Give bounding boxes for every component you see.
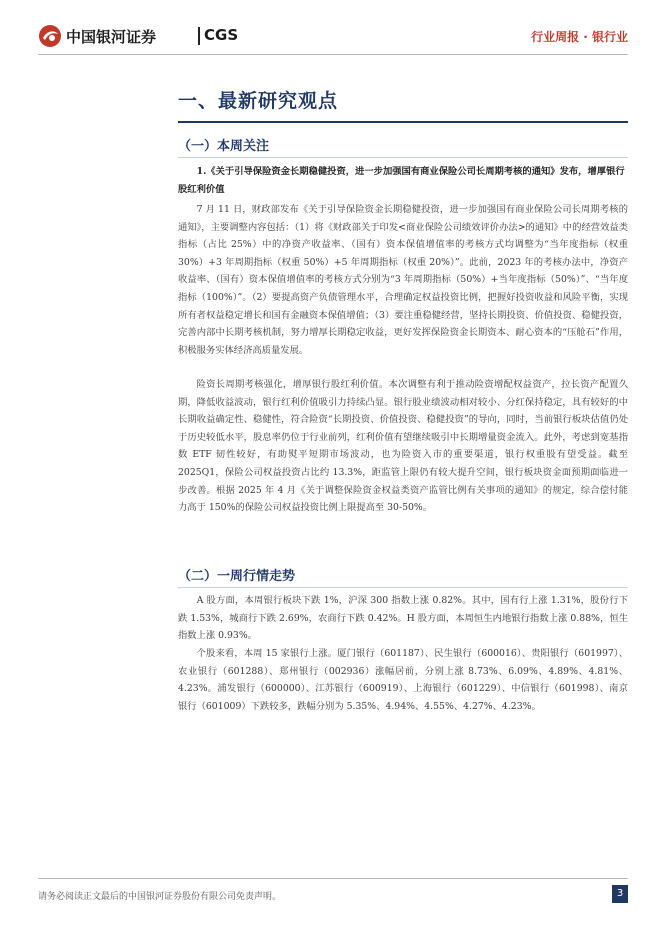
subsection-title: （一）本周关注 bbox=[178, 139, 270, 154]
galaxy-logo-icon bbox=[38, 24, 62, 48]
subsection-heading-focus bbox=[178, 135, 628, 158]
paragraph-policy: 7 月 11 日，财政部发布《关于引导保险资金长期稳健投资，进一步加强国有商业保险公司长周期考核的通知》，主要调整内容包括：（1）将《财政部关于印发<商业保险公司绩效评价办法>的通知》中的经营效益类指标（占比 25%）中的净资产收益率、（国有）资本保值增值率的考核方式均调整为“当年度指标（权重 30%）+3 年周期指标（权重 50%）+5 年周期指标（权重 20%）”。此前，2023 年的考核办法中，净资产收益率、（国有）资本保值增值率的考核方式分别为“3 年周期指标（50%）+当年度指标（50%）”、“当年度指标（100%）”。（2）要提高资产负债管理水平，合理确定权益投资比例，把握好投资收益和风险平衡，实现所有者权益稳定增长和国有金融资本保值增值；（3）要注重稳健经营，坚持长期投资、价值投资、稳健投资，完善内部中长期考核机制，努力增厚长期稳定收益，更好发挥保险资金长期资本、耐心资本的“压舱石”作用，积极服务实体经济高质量发展。 bbox=[178, 204, 628, 356]
logo-text: 中国银河证券 bbox=[66, 28, 157, 46]
paragraph-analysis: 险资长周期考核强化，增厚银行股红利价值。本次调整有利于推动险资增配权益资产，拉长资产配置久期，降低收益波动，银行红利价值吸引力持续凸显。银行股业绩波动相对较小、分红保持稳定，具有较好的中长期收益确定性、稳健性，符合险资“长期投资、价值投资、稳健投资”的导向，同时，当前银行板块估值仍处于历史较低水平，股息率仍位于行业前列，红利价值有望继续吸引中长期增量资金流入。此外，考虑到宽基指数 ETF 韧性较好，有助熨平短期市场波动，也为险资入市的重要渠道，银行权重股有望受益。截至 2025Q1，保险公司权益投资占比约 13.3%，距监管上限仍有较大提升空间，银行板块资金面预期面临进一步改善。根据 2025 年 4 月《关于调整保险资金权益类资产监管比例有关事项的通知》的规定，综合偿付能力高于 150%的保险公司权益投资比例上限提高至 30-50%。 bbox=[178, 379, 628, 514]
subsection-heading-market bbox=[178, 565, 628, 588]
section-title: 一、最新研究观点 bbox=[178, 90, 339, 112]
footer-disclaimer: 请务必阅读正文最后的中国银河证券股份有限公司免责声明。 bbox=[38, 892, 282, 902]
paragraph-stocks: 个股来看，本周 15 家银行上涨。厦门银行（601187）、民生银行（600016）、贵阳银行（601997）、农业银行（601288）、郑州银行（002936）涨幅居前，分别上涨 8.73%、6.09%、4.89%、4.81%、4.23%。浦发银行（600000）、江苏银行（600919）、上海银行（601229）、中信银行（601998）、南京银行（601009）下跌较多，跌幅分别为 5.35%、4.94%、4.55%、4.27%、4.23%。 bbox=[178, 648, 628, 712]
subsection-title: （二）一周行情走势 bbox=[178, 569, 296, 584]
section-divider bbox=[178, 121, 628, 123]
page-header bbox=[38, 24, 628, 50]
logo-short: CGS bbox=[204, 26, 239, 44]
logo-divider bbox=[198, 27, 200, 45]
page-number: 3 bbox=[612, 885, 628, 903]
footer-divider bbox=[38, 878, 628, 879]
paragraph-market-a-share: A 股方面，本周银行板块下跌 1%，沪深 300 指数上涨 0.82%。其中，国有行上涨 1.31%，股份行下跌 1.53%，城商行下跌 2.69%，农商行下跌 0.42%。H 股方面，本周恒生内地银行指数上涨 0.88%，恒生指数上涨 0.93%。 bbox=[178, 595, 628, 642]
article-heading: 1.《关于引导保险资金长期稳健投资，进一步加强国有商业保险公司长周期考核的通知》发布，增厚银行股红利价值 bbox=[178, 166, 625, 195]
header-divider bbox=[38, 54, 628, 55]
report-type: 行业周报 · 银行业 bbox=[531, 30, 628, 44]
